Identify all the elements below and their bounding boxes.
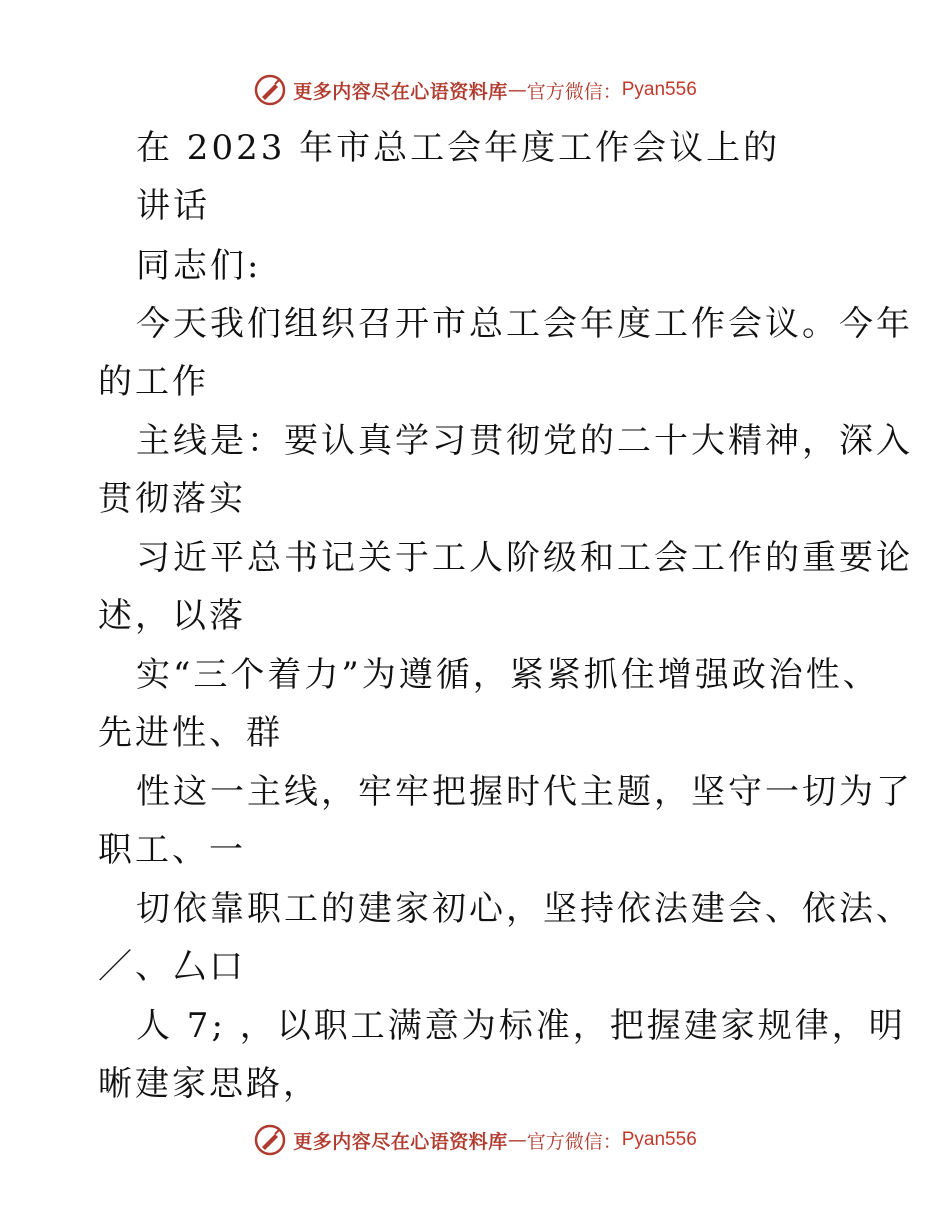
watermark-weixin-id: Pyan556 [621,79,697,100]
doc-text-line: 今天我们组织召开市总工会年度工作会议。今年 [136,304,913,344]
doc-text-line: 的工作 [98,362,209,402]
doc-text-line: 先进性、群 [98,713,283,753]
watermark-main-text: 更多内容尽在心语资料库 [293,80,508,103]
watermark-weixin-label: 官方微信： [526,80,622,103]
doc-title-line-1: 在 2023 年市总工会年度工作会议上的 [136,128,781,168]
doc-text-line: 习近平总书记关于工人阶级和工会工作的重要论 [136,538,913,578]
doc-text-line: ／、厶口 [98,947,246,987]
pen-logo-icon [253,73,287,107]
doc-text-line: 主线是：要认真学习贯彻党的二十大精神，深入 [136,421,913,461]
doc-text-line: 职工、一 [98,830,246,870]
doc-text-line: 述，以落 [98,596,246,636]
doc-text-line: 切依靠职工的建家初心，坚持依法建会、依法、 [136,889,913,929]
doc-text-line: 人 7; ，以职工满意为标准，把握建家规律，明 [136,1006,906,1046]
watermark-main-text: 更多内容尽在心语资料库 [293,1130,508,1153]
doc-text-line: 晰建家思路， [98,1064,320,1104]
pen-logo-icon [253,1123,287,1157]
doc-text-line: 性这一主线，牢牢把握时代主题，坚守一切为了 [136,772,913,812]
watermark-weixin-label: 官方微信： [526,1130,622,1153]
watermark-dash: — [507,79,527,101]
footer-watermark [0,1120,950,1160]
doc-title-line-2: 讲话 [136,186,210,226]
doc-salutation: 同志们: [136,246,262,286]
doc-text-line: 实“三个着力”为遵循，紧紧抓住增强政治性、 [136,655,880,695]
watermark-dash: — [507,1129,527,1151]
doc-text-line: 贯彻落实 [98,479,246,519]
header-watermark [0,70,950,110]
watermark-weixin-id: Pyan556 [621,1129,697,1150]
